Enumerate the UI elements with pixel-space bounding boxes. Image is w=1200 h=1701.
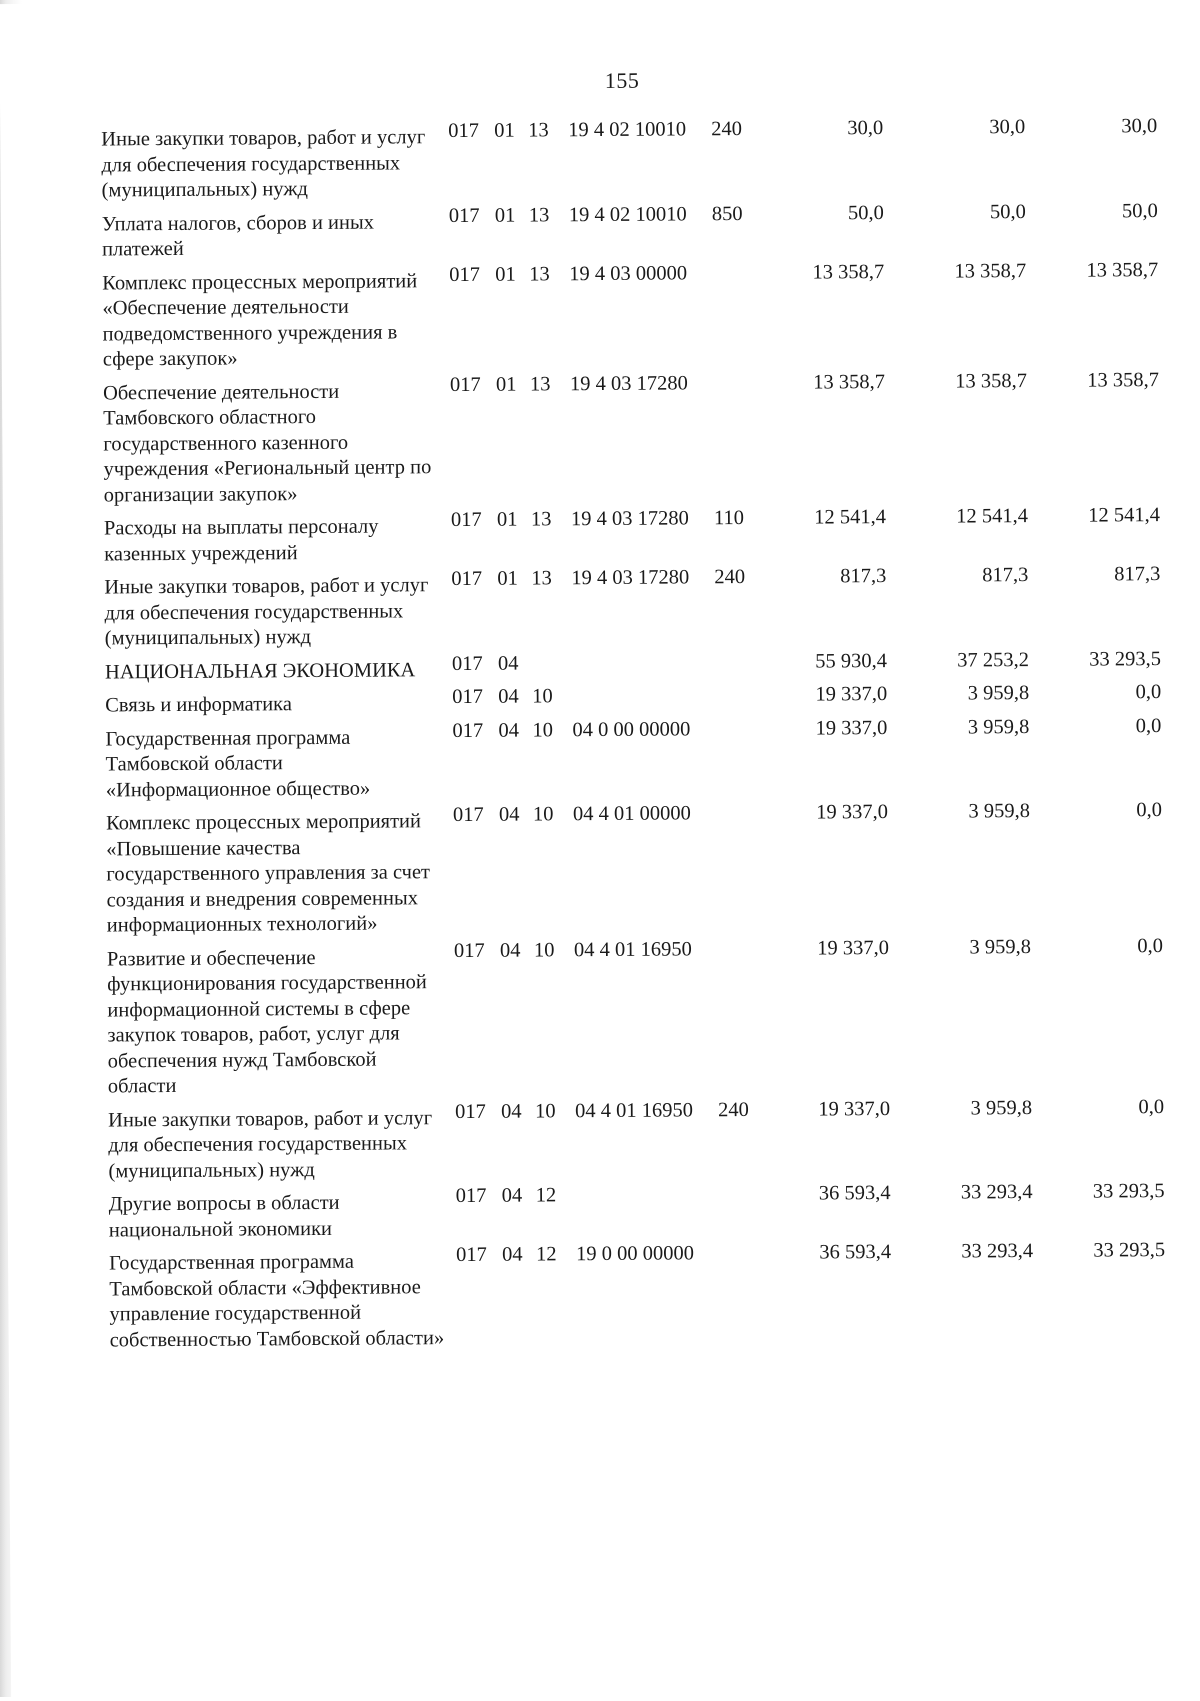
target-article-cell [572,802,717,943]
grbs-code-cell [451,567,498,658]
amount-year-2-cell [887,715,1030,806]
expense-type-cell [716,807,765,943]
target-article-cell [573,937,718,1105]
amount-year-1: 30,0 [847,117,884,140]
subsection-code: 13 [529,262,550,285]
amount-year-3: 33 293,5 [1093,1239,1166,1262]
table-row [107,940,1164,1108]
amount-year-1-cell [761,370,886,512]
amount-year-2: 33 293,4 [961,1240,1034,1263]
amount-year-1: 12 541,4 [814,506,886,529]
expense-name-cell [105,658,452,694]
section-code: 01 [494,204,516,227]
section-code-cell [500,1100,536,1190]
amount-year-1-cell [759,117,884,207]
section-code-cell [498,719,533,809]
section-code-cell [495,263,530,378]
expense-type-cell [719,1247,768,1357]
section-code: 04 [498,719,519,742]
table-body [101,115,1166,1361]
target-article-cell [574,1098,719,1189]
amount-year-3: 13 358,7 [1086,258,1159,282]
section-code-cell [501,1243,537,1358]
target-article-cell [568,202,712,268]
expense-name-cell [104,514,451,575]
target-article-code: 19 0 00 00000 [575,1242,695,1266]
section-code-cell [498,803,534,944]
amount-year-1-cell [760,201,884,267]
grbs-code-cell [449,263,496,378]
amount-year-2: 3 959,8 [969,935,1031,958]
amount-year-2-cell [885,369,1028,511]
subsection-code-cell [529,372,571,514]
grbs-code: 017 [451,567,483,591]
expense-type-cell [711,118,760,208]
section-code: 01 [495,263,516,286]
amount-year-2: 30,0 [989,116,1026,139]
amount-year-2-cell [884,259,1027,376]
expense-name-cell [108,1106,456,1193]
table-row [104,568,1161,660]
subsection-code-cell [529,262,570,378]
amount-year-3-cell [1026,258,1159,375]
expense-type-cell [713,507,762,571]
amount-year-3: 0,0 [1138,1095,1165,1118]
section-code: 01 [494,119,515,142]
section-code-cell [499,939,535,1105]
grbs-code-cell [452,719,499,809]
section-code: 01 [496,508,518,531]
target-article-code: 19 4 02 10010 [568,202,687,226]
expense-name-cell [101,125,449,212]
target-article-code: 19 4 03 17280 [570,507,689,531]
target-article-code: 04 0 00 00000 [572,717,691,741]
subsection-code: 13 [528,119,549,142]
section-code: 01 [497,567,518,590]
target-article-code: 19 4 02 10010 [568,118,687,142]
grbs-code: 017 [455,1184,487,1208]
expense-type-cell [714,565,763,656]
expense-name-cell [105,725,453,812]
expense-name: Обеспечение деятельности Тамбовского областного государственного казенного учреждения «Региональный центр по организации закупок» [102,380,432,506]
expense-name-cell [109,1190,456,1251]
expense-name: Другие вопросы в области национальной экономики [108,1191,340,1241]
subsection-code: 13 [529,372,551,395]
amount-year-1-cell [762,565,887,655]
amount-year-1: 13 358,7 [813,370,886,394]
amount-year-1-cell [763,716,888,807]
amount-year-1-cell [767,1181,891,1247]
amount-year-3-cell [1025,115,1158,205]
subsection-code-cell [528,119,569,209]
expense-type-cell [715,722,764,807]
target-article-code: 04 4 01 16950 [573,937,692,961]
grbs-code-cell [450,508,497,573]
section-code: 04 [498,685,519,708]
amount-year-1: 19 337,0 [816,801,889,824]
grbs-code: 017 [452,719,484,742]
subsection-code: 13 [531,567,552,590]
section-code: 04 [501,1184,523,1207]
grbs-code: 017 [455,1243,487,1267]
target-article-code: 19 4 03 00000 [569,261,688,285]
subsection-code: 10 [532,803,554,826]
target-article-cell [570,507,714,572]
section-code-cell [496,508,531,572]
amount-year-3: 0,0 [1135,681,1162,704]
grbs-code-cell [453,939,501,1105]
subsection-code-cell [532,803,574,944]
expense-type-cell [719,1188,767,1247]
amount-year-3-cell [1032,1095,1165,1186]
table-row [109,1244,1166,1361]
expense-name: Расходы на выплаты персоналу казенных учреждений [103,515,379,565]
table-row [103,374,1160,517]
amount-year-3-cell [1027,368,1160,510]
grbs-code: 017 [450,508,482,532]
expense-type-code: 240 [711,118,743,141]
amount-year-1: 36 593,4 [818,1181,891,1205]
expense-type-cell [711,202,760,266]
expense-name: НАЦИОНАЛЬНАЯ ЭКОНОМИКА [104,658,416,683]
grbs-code: 017 [452,685,483,709]
amount-year-1: 19 337,0 [815,716,888,740]
amount-year-1-cell [760,260,885,377]
section-code: 04 [500,1100,522,1123]
amount-year-3: 13 358,7 [1087,368,1160,392]
expense-name: Уплата налогов, сборов и иных платежей [101,211,375,261]
expense-type-cell [717,942,766,1103]
expense-name-cell [102,210,449,271]
amount-year-2: 3 959,8 [967,715,1030,738]
subsection-code-cell [533,938,575,1105]
expense-name-cell [103,379,451,517]
amount-year-2-cell [884,200,1026,266]
amount-year-2-cell [883,116,1026,206]
section-code: 04 [498,803,520,826]
subsection-code: 10 [532,685,553,708]
amount-year-1-cell [766,1097,891,1187]
amount-year-1: 36 593,4 [819,1240,892,1264]
table-row [101,120,1158,212]
amount-year-1: 19 337,0 [815,683,888,706]
grbs-code: 017 [448,204,480,227]
target-article-cell [571,566,715,656]
grbs-code-cell [449,373,497,514]
expense-name: Иные закупки товаров, работ и услуг для обеспечения государственных (муниципальных) нужд [108,1106,433,1182]
amount-year-3: 0,0 [1136,799,1163,822]
subsection-code-cell [535,1243,577,1358]
section-code-cell [494,119,529,210]
subsection-code: 13 [528,203,550,226]
subsection-code: 10 [532,718,553,741]
subsection-code: 10 [534,1099,556,1122]
amount-year-3-cell [1033,1239,1166,1355]
amount-year-1: 19 337,0 [817,936,890,960]
expense-type-code: 850 [711,202,743,225]
amount-year-3: 0,0 [1135,714,1162,737]
table-row [108,1101,1165,1193]
target-article-cell [569,371,714,513]
target-article-code: 19 4 03 17280 [569,371,688,395]
subsection-code: 12 [535,1184,557,1207]
amount-year-3: 33 293,5 [1092,1180,1165,1203]
subsection-code-cell [532,718,573,809]
expense-name: Иные закупки товаров, работ и услуг для обеспечения государственных (муниципальных) нужд [104,574,429,650]
amount-year-1-cell [767,1240,892,1357]
table-row [105,720,1162,812]
section-code: 01 [495,373,517,396]
expense-name-cell [102,269,450,381]
expense-name: Развитие и обеспечение функционирования государственной информационной системы в сфере закупок товаров, работ, услуг для обеспечения нужд Тамбовской области [106,946,427,1098]
target-article-code: 04 4 01 00000 [572,802,691,826]
expense-name-cell [104,573,452,660]
grbs-code: 017 [449,263,481,286]
target-article-cell [572,717,716,808]
target-article-cell [568,118,712,208]
amount-year-2-cell [886,505,1028,570]
expense-name-cell [109,1249,457,1361]
section-code-cell [501,1184,536,1248]
amount-year-3-cell [1026,199,1158,265]
amount-year-2-cell [889,935,1032,1103]
expense-name-cell [105,691,452,727]
grbs-code: 017 [449,373,481,396]
amount-year-1: 19 337,0 [818,1097,891,1121]
section-code: 04 [499,939,521,962]
amount-year-1: 13 358,7 [812,260,885,284]
expense-type-code: 240 [717,1098,749,1121]
amount-year-2-cell [890,1096,1033,1187]
expense-type-cell [715,689,763,723]
amount-year-2-cell [891,1240,1034,1356]
expense-type-cell [712,266,761,376]
expense-name: Государственная программа Тамбовской области «Эффективное управление государственной собственностью Тамбовской области» [109,1250,445,1351]
amount-year-3-cell [1033,1180,1165,1245]
amount-year-3: 30,0 [1121,115,1158,138]
section-code-cell [495,373,531,514]
expense-type-code: 240 [714,565,746,589]
amount-year-3: 50,0 [1121,199,1158,222]
subsection-code-cell [528,203,569,268]
amount-year-3: 33 293,5 [1089,647,1161,671]
table-row [102,264,1159,381]
amount-year-2: 817,3 [982,564,1029,587]
amount-year-2: 50,0 [989,200,1026,223]
subsection-code: 12 [535,1243,557,1266]
amount-year-3-cell [1029,714,1162,805]
subsection-code: 13 [530,508,552,531]
amount-year-3: 0,0 [1137,934,1163,957]
amount-year-1: 817,3 [840,565,887,588]
grbs-code-cell [448,119,495,210]
amount-year-2: 37 253,2 [957,648,1029,672]
target-article-cell [575,1242,720,1358]
amount-year-2: 33 293,4 [960,1181,1033,1204]
amount-year-1-cell [764,801,889,942]
amount-year-3-cell [1031,934,1164,1102]
grbs-code-cell [452,803,500,945]
amount-year-3-cell [1030,799,1163,940]
amount-year-2-cell [888,800,1031,941]
subsection-code-cell [531,567,572,657]
expense-name: Комплекс процессных мероприятий «Повышение качества государственного управления за счет создания и внедрения современных информационных технологий» [105,810,431,937]
amount-year-2: 13 358,7 [954,259,1027,283]
amount-year-3-cell [1028,563,1161,653]
expense-name: Иные закупки товаров, работ и услуг для обеспечения государственных (муниципальных) нужд [101,126,426,202]
amount-year-2: 13 358,7 [955,369,1028,393]
target-article-cell [572,656,715,690]
amount-year-2: 3 959,8 [968,800,1031,823]
expense-name-cell [106,809,454,947]
grbs-code-cell [454,1100,502,1190]
amount-year-1: 50,0 [847,201,884,224]
amount-year-2-cell [891,1181,1033,1246]
section-code-cell [497,567,532,657]
amount-year-3-cell [1028,504,1160,569]
expense-type-cell [715,655,763,689]
budget-table [101,115,1166,1361]
section-code: 04 [501,1243,523,1266]
amount-year-2: 3 959,8 [967,682,1030,705]
expense-name: Государственная программа Тамбовской области «Информационное общество» [105,726,371,801]
grbs-code: 017 [453,939,485,962]
amount-year-2-cell [886,564,1029,654]
amount-year-3: 12 541,4 [1088,504,1160,527]
subsection-code-cell [534,1099,576,1190]
section-code-cell [494,204,529,268]
grbs-code: 017 [452,803,484,827]
subsection-code: 10 [533,938,555,961]
amount-year-1-cell [762,506,886,571]
amount-year-2: 12 541,4 [956,505,1028,528]
target-article-code: 04 4 01 16950 [574,1098,694,1122]
amount-year-1: 55 930,4 [815,649,887,673]
grbs-code-cell [455,1243,503,1359]
expense-type-cell [713,376,762,512]
subsection-code-cell [535,1184,576,1248]
expense-name-cell [107,945,455,1108]
expense-name: Комплекс процессных мероприятий «Обеспечение деятельности подведомственного учреждения в сфере закупок» [102,269,418,371]
amount-year-1-cell [765,936,890,1104]
expense-type-cell [717,1098,767,1188]
expense-name: Связь и информатика [105,693,292,717]
section-code: 04 [497,652,519,675]
page-number: 155 [604,67,640,93]
amount-year-2: 3 959,8 [970,1096,1033,1119]
grbs-code-cell [448,204,495,268]
grbs-code-cell [455,1184,502,1249]
grbs-code: 017 [451,652,483,675]
target-article-cell [569,261,713,378]
expense-type-code: 110 [713,507,744,530]
subsection-code-cell [530,508,571,572]
target-article-code: 19 4 03 17280 [571,566,690,590]
grbs-code: 017 [448,119,480,143]
table-row [106,804,1163,947]
target-article-cell [576,1188,719,1248]
grbs-code: 017 [454,1100,486,1123]
amount-year-3: 817,3 [1114,563,1161,586]
